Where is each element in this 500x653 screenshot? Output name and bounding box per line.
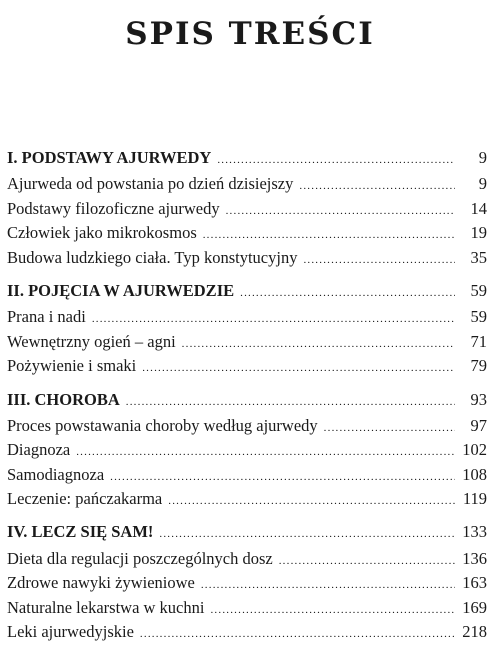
page-number: 35 [470,247,487,267]
entry-title: Wewnętrzny ogień – agni [7,331,176,351]
entry-title: Diagnoza [7,440,71,460]
toc-entry-row [7,246,487,270]
toc-entry-row [7,547,487,571]
chapter-title: III. CHOROBA [7,389,120,409]
toc-entry-row [7,172,487,196]
toc-section [7,520,487,644]
dot-leader [140,622,455,646]
toc-entry-row [7,221,487,245]
toc-chapter-row [7,388,487,412]
toc-entry-row [7,330,487,354]
dot-leader [210,598,455,622]
dot-leader [126,390,455,414]
dot-leader [279,549,455,573]
dot-leader [299,174,455,198]
entry-title: Podstawy filozoficzne ajurwedy [7,198,220,218]
entry-title: Zdrowe nawyki żywieniowe [7,573,195,593]
page-number: 108 [462,464,487,484]
dot-leader [92,307,455,331]
dot-leader [226,199,455,223]
dot-leader [201,573,455,597]
toc-entry-row [7,414,487,438]
dot-leader [182,332,455,356]
page-number: 169 [462,597,487,617]
chapter-title: II. POJĘCIA W AJURWEDZIE [7,280,235,300]
toc-section [7,388,487,512]
page-number: 79 [470,356,487,376]
entry-title: Naturalne lekarstwa w kuchni [7,597,205,617]
toc-section [7,279,487,379]
dot-leader [142,356,455,380]
toc-entry-row [7,487,487,511]
dot-leader [168,489,455,513]
dot-leader [324,416,455,440]
entry-title: Leki ajurwedyjskie [7,622,134,642]
dot-leader [110,465,455,489]
toc-chapter-row [7,520,487,544]
entry-title: Ajurweda od powstania po dzień dzisiejszy [7,174,294,194]
entry-title: Leczenie: pańczakarma [7,489,163,509]
dot-leader [217,148,455,172]
entry-title: Prana i nadi [7,307,86,327]
page-number: 97 [470,415,487,435]
dot-leader [203,223,455,247]
page-number: 136 [462,548,487,568]
page-title: SPIS TREŚCI [125,16,375,52]
dot-leader [303,248,455,272]
toc-entry-row [7,620,487,644]
toc-section [7,146,487,270]
dot-leader [159,522,455,546]
toc-entry-row [7,463,487,487]
toc-chapter-row [7,279,487,303]
page-number: 19 [470,223,487,243]
entry-title: Budowa ludzkiego ciała. Typ konstytucyjny [7,247,298,267]
toc-entry-row [7,305,487,329]
page-number: 14 [470,198,487,218]
entry-title: Człowiek jako mikrokosmos [7,223,197,243]
page-number: 218 [462,622,487,642]
toc-entry-row [7,571,487,595]
toc-entry-row [7,354,487,378]
chapter-title: IV. LECZ SIĘ SAM! [7,522,154,542]
toc-chapter-row [7,146,487,170]
toc-entry-row [7,197,487,221]
chapter-title: I. PODSTAWY AJURWEDY [7,148,212,167]
page-number: 102 [462,440,487,460]
table-of-contents [7,146,487,653]
page-number: 9 [478,148,487,167]
page-number: 59 [470,280,487,300]
entry-title: Pożywienie i smaki [7,356,137,376]
entry-title: Samodiagnoza [7,464,105,484]
dot-leader [240,281,455,305]
page-number: 163 [462,573,487,593]
page-number: 93 [470,389,487,409]
page-number: 71 [470,331,487,351]
page-number: 119 [462,489,487,509]
dot-leader [76,440,455,464]
entry-title: Dieta dla regulacji poszczególnych dosz [7,548,273,568]
page-number: 133 [462,522,487,542]
entry-title: Proces powstawania choroby według ajurwedy [7,415,318,435]
toc-entry-row [7,596,487,620]
page-number: 59 [470,307,487,327]
toc-entry-row [7,438,487,462]
page-number: 9 [478,174,487,194]
